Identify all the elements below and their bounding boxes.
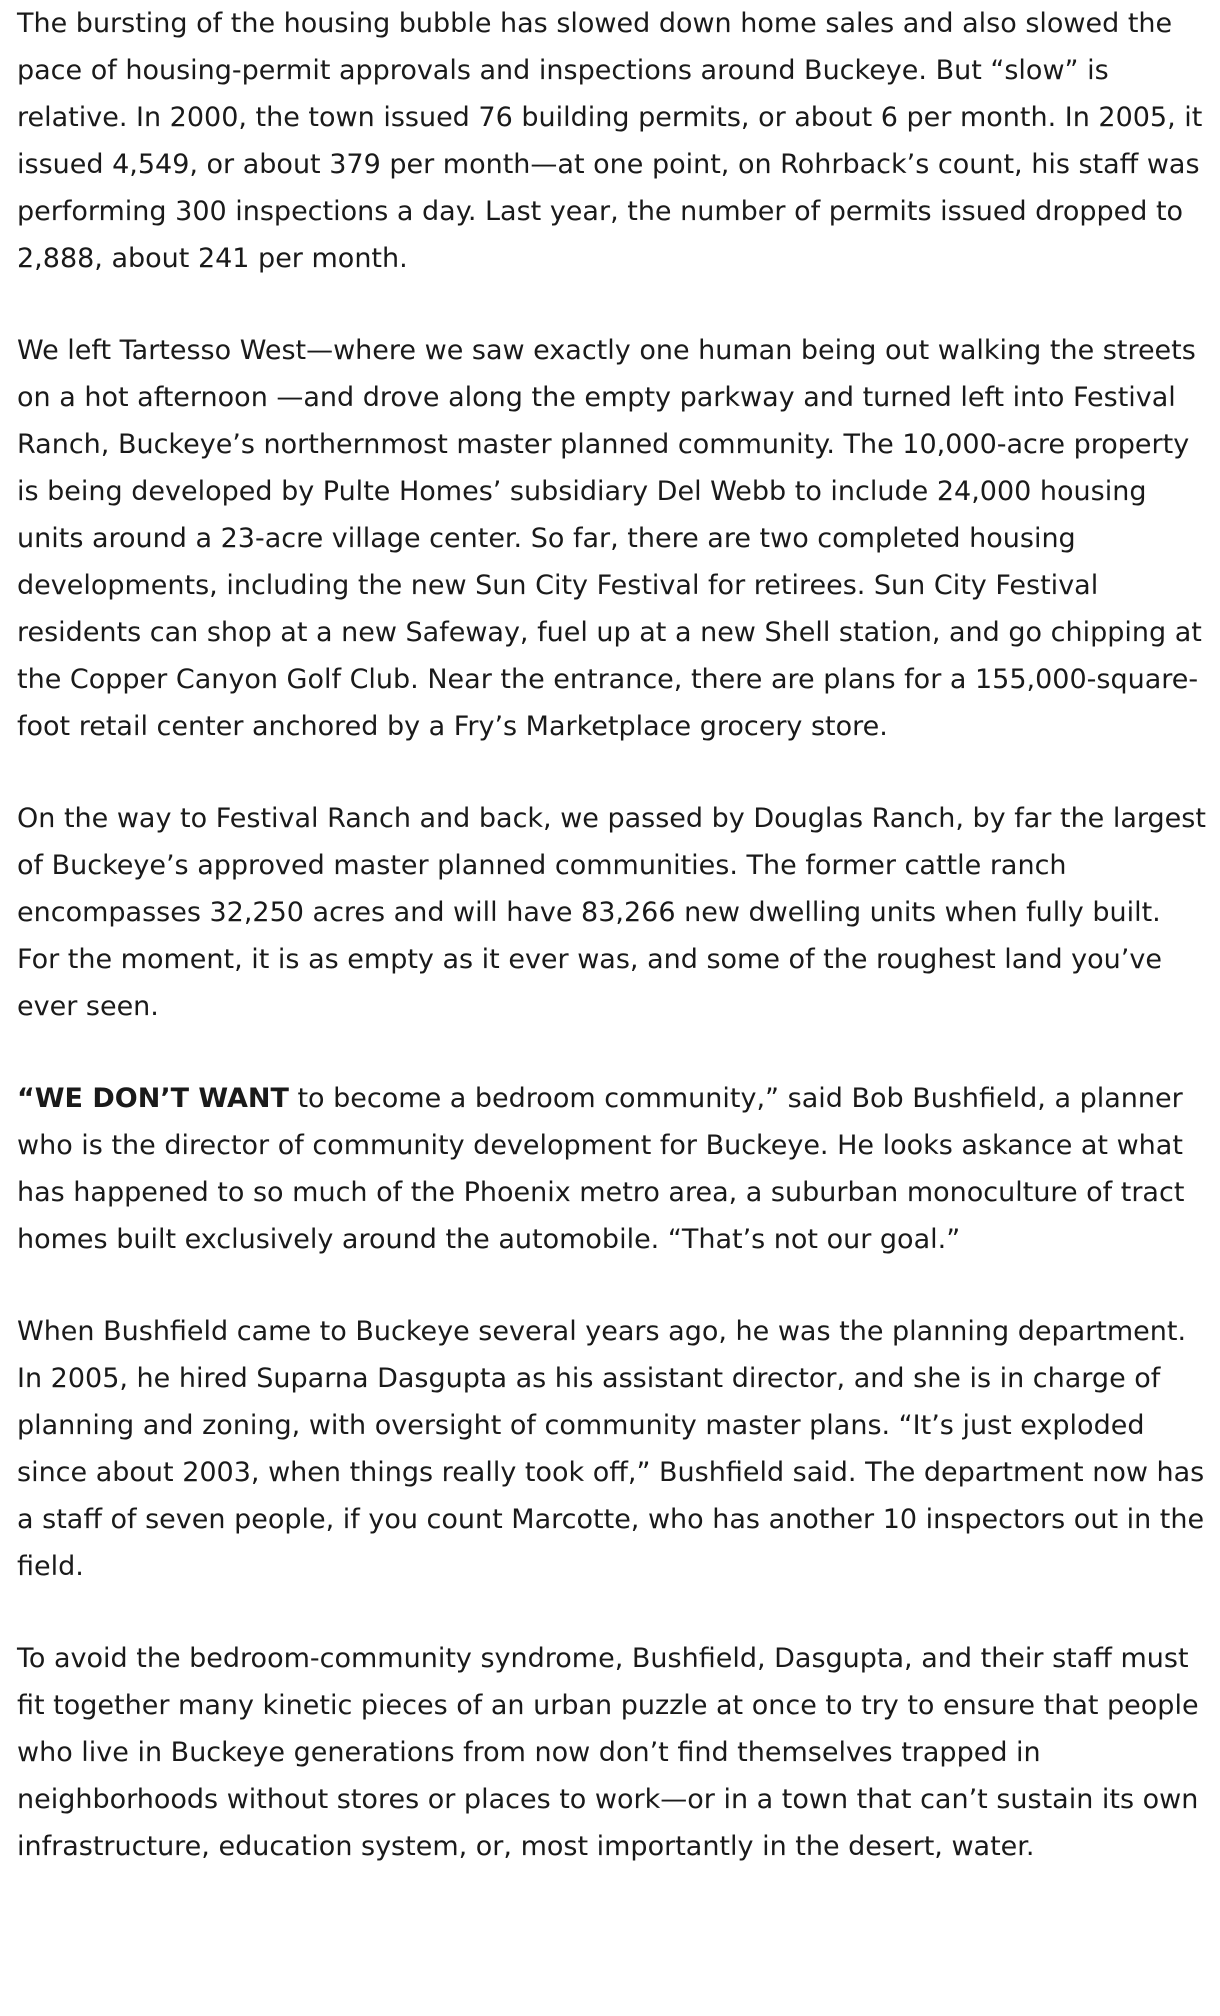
section-lead-in: “WE DON’T WANT bbox=[17, 1083, 289, 1114]
paragraph-urban-puzzle bbox=[17, 1635, 1210, 1870]
paragraph-text: To avoid the bedroom-community syndrome, Bushfield, Dasgupta, and their staff must fit together many kinetic pieces of an urban puzzle at once to try to ensure that people who live in Buckeye generations from now don’t find themselves trapped in neighborhoods without stores or places to work—or in a town that can’t sustain its own infrastructure, education system, or, most importantly in the desert, water. bbox=[17, 1643, 1199, 1862]
paragraph-text: to become a bedroom community,” said Bob Bushfield, a planner who is the director of community development for Buckeye. He looks askance at what has happened to so much of the Phoenix metro area, a suburban monoculture of tract homes built exclusively around the automobile. “That’s not our goal.” bbox=[17, 1083, 1185, 1255]
paragraph-text: The bursting of the housing bubble has slowed down home sales and also slowed the pace of housing-permit approvals and inspections around Buckeye. But “slow” is relative. In 2000, the town issued 76 building permits, or about 6 per month. In 2005, it issued 4,549, or about 379 per month—at one point, on Rohrback’s count, his staff was performing 300 inspections a day. Last year, the number of permits issued dropped to 2,888, about 241 per month. bbox=[17, 8, 1203, 274]
paragraph-housing-permits bbox=[17, 0, 1210, 282]
paragraph-text: When Bushfield came to Buckeye several years ago, he was the planning department. In 2005, he hired Suparna Dasgupta as his assistant director, and she is in charge of planning and zoning, with oversight of community master plans. “It’s just exploded since about 2003, when things really took off,” Bushfield said. The department now has a staff of seven people, if you count Marcotte, who has another 10 inspectors out in the field. bbox=[17, 1316, 1205, 1582]
paragraph-text: On the way to Festival Ranch and back, we passed by Douglas Ranch, by far the largest of Buckeye’s approved master planned communities. The former cattle ranch encompasses 32,250 acres and will have 83,266 new dwelling units when fully built. For the moment, it is as empty as it ever was, and some of the roughest land you’ve ever seen. bbox=[17, 803, 1206, 1022]
paragraph-festival-ranch bbox=[17, 327, 1210, 750]
paragraph-text: We left Tartesso West—where we saw exactly one human being out walking the streets on a hot afternoon —and drove along the empty parkway and turned left into Festival Ranch, Buckeye’s northernmost master planned community. The 10,000-acre property is being developed by Pulte Homes’ subsidiary Del Webb to include 24,000 housing units around a 23-acre village center. So far, there are two completed housing developments, including the new Sun City Festival for retirees. Sun City Festival residents can shop at a new Safeway, fuel up at a new Shell station, and go chipping at the Copper Canyon Golf Club. Near the entrance, there are plans for a 155,000-square-foot retail center anchored by a Fry’s Marketplace grocery store. bbox=[17, 335, 1202, 742]
paragraph-planning-department bbox=[17, 1308, 1210, 1590]
paragraph-bedroom-community bbox=[17, 1075, 1210, 1263]
paragraph-douglas-ranch bbox=[17, 795, 1210, 1030]
